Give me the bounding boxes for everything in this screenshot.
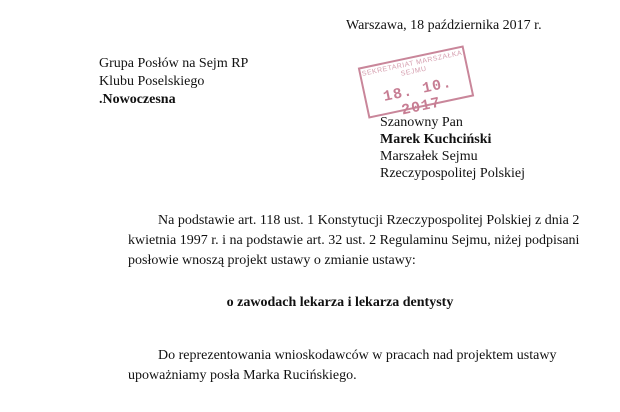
representation-line-2: upoważniamy posła Marka Rucińskiego. — [128, 368, 357, 383]
received-stamp — [358, 45, 474, 118]
intro-line-2: kwietnia 1997 r. i na podstawie art. 32 ust. 2 Regulaminu Sejmu, niżej podpisani — [128, 233, 580, 248]
representation-line-1: Do reprezentowania wnioskodawców w pracach nad projektem ustawy — [158, 348, 557, 363]
bill-title: o zawodach lekarza i lekarza dentysty — [226, 295, 454, 310]
intro-line-3: posłowie wnoszą projekt ustawy o zmianie ustawy: — [128, 253, 416, 268]
sender-block — [99, 55, 248, 109]
addressee-name: Marek Kuchciński — [380, 132, 492, 147]
stamp-header: SEKRETARIAT MARSZAŁKA SEJMU — [361, 49, 463, 78]
addressee-block — [380, 114, 525, 182]
sender-party: .Nowoczesna — [99, 92, 176, 107]
addressee-greeting: Szanowny Pan — [380, 115, 463, 130]
sender-club: Klubu Poselskiego — [99, 74, 205, 89]
stamp-date: 18. 10. 2017 — [381, 74, 454, 120]
addressee-title-1: Marszałek Sejmu — [380, 149, 478, 164]
intro-line-1: Na podstawie art. 118 ust. 1 Konstytucji Rzeczypospolitej Polskiej z dnia 2 — [158, 213, 580, 228]
sender-group: Grupa Posłów na Sejm RP — [99, 56, 249, 71]
date-line: Warszawa, 18 października 2017 r. — [346, 18, 542, 33]
representation-paragraph — [128, 346, 557, 386]
addressee-title-2: Rzeczypospolitej Polskiej — [380, 166, 526, 181]
intro-paragraph — [128, 211, 580, 271]
